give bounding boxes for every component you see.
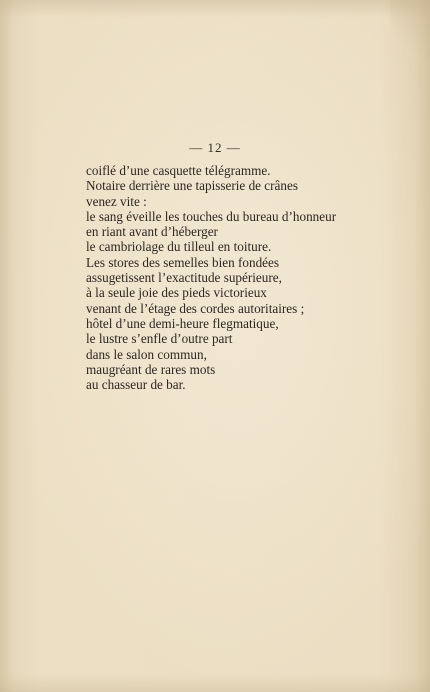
poem-line: maugréant de rares mots bbox=[86, 361, 216, 377]
page-corner-wear bbox=[390, 0, 430, 60]
poem-line: le sang éveille les touches du bureau d’honneur bbox=[86, 208, 337, 224]
poem-line: venez vite : bbox=[86, 193, 147, 209]
poem-line: en riant avant d’héberger bbox=[86, 224, 218, 240]
poem-line: Notaire derrière une tapisserie de crânes bbox=[86, 178, 298, 194]
poem-text bbox=[86, 163, 386, 392]
poem-line: le lustre s’enfle d’outre part bbox=[86, 331, 233, 347]
page-top-shadow bbox=[0, 0, 430, 18]
poem-line: hôtel d’une demi-heure flegmatique, bbox=[86, 315, 279, 331]
page-number: — 12 — bbox=[189, 140, 241, 155]
poem-line: dans le salon commun, bbox=[86, 346, 207, 362]
poem-line: Les stores des semelles bien fondées bbox=[86, 254, 279, 270]
poem-line: le cambriolage du tilleul en toiture. bbox=[86, 239, 272, 255]
page-bottom-shadow bbox=[0, 674, 430, 692]
poem-line: à la seule joie des pieds victorieux bbox=[86, 285, 267, 301]
poem-line: assugetissent l’exactitude supérieure, bbox=[86, 270, 282, 286]
poem-line: venant de l’étage des cordes autoritaires ; bbox=[86, 300, 305, 316]
poem-line: au chasseur de bar. bbox=[86, 377, 186, 393]
poem-line: coiflé d’une casquette télégramme. bbox=[86, 163, 271, 178]
